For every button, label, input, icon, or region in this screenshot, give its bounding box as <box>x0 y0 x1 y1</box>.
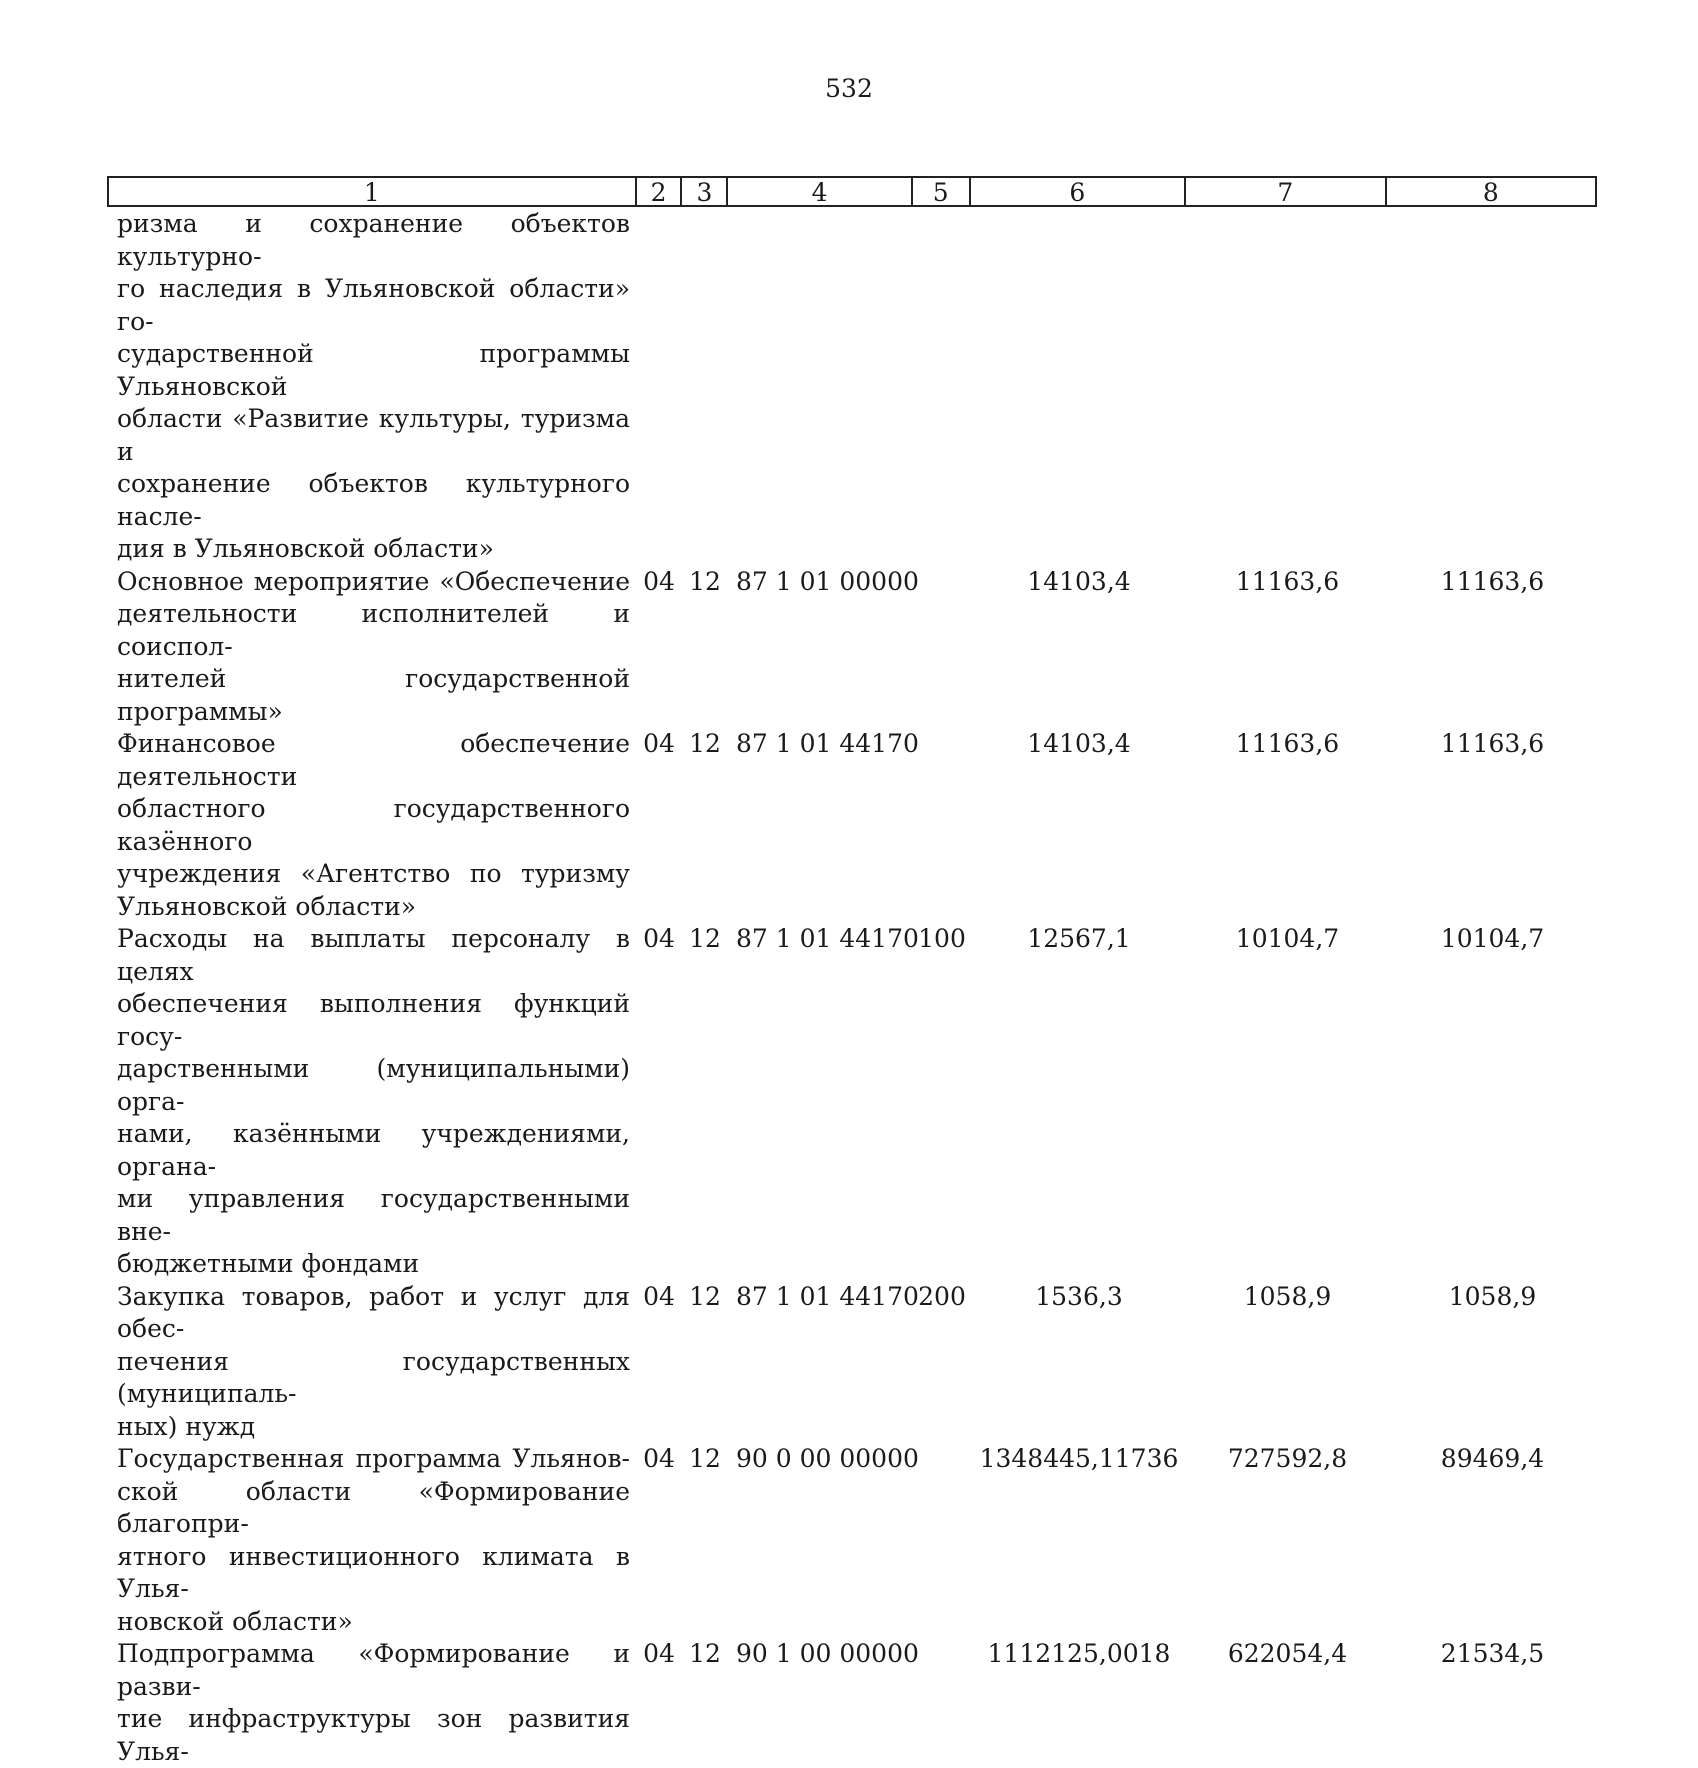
amount-year-2: 622054,4 <box>1227 1639 1348 1668</box>
amount-year-3: 1058,9 <box>1448 1281 1537 1311</box>
header-col-5: 5 <box>913 178 971 205</box>
description-line: обеспечения выполнения функций госу- <box>117 989 630 1051</box>
description-line: бюджетными фондами <box>117 1249 420 1278</box>
description-line: областного государственного казённого <box>117 794 630 856</box>
header-col-6: 6 <box>971 178 1186 205</box>
header-col-8: 8 <box>1482 178 1499 207</box>
row-description <box>107 1638 636 1768</box>
description-line: сударственной программы Ульяновской <box>117 339 630 401</box>
description-line: Подпрограмма «Формирование и разви- <box>117 1639 630 1701</box>
subsection-code: 12 <box>689 1639 721 1668</box>
target-article-code: 87 1 01 00000 <box>736 566 919 596</box>
description-line: деятельности исполнителей и соиспол- <box>117 599 630 661</box>
description-line: нителей государственной программы» <box>117 664 630 726</box>
row-description <box>107 1281 636 1444</box>
amount-year-2: 11163,6 <box>1235 729 1340 758</box>
description-line: новской области» <box>117 1606 353 1636</box>
amount-year-1: 12567,1 <box>1027 924 1131 953</box>
description-line: Основное мероприятие «Обеспечение <box>117 566 630 596</box>
target-article-code: 90 1 00 00000 <box>736 1639 919 1668</box>
section-code: 04 <box>643 1444 675 1473</box>
header-col-3: 3 <box>682 178 728 205</box>
amount-year-3: 10104,7 <box>1440 924 1545 953</box>
amount-year-1: 1112125,0018 <box>987 1639 1171 1668</box>
amount-year-1: 1536,3 <box>1035 1281 1123 1311</box>
section-code: 04 <box>643 1639 675 1668</box>
description-line: печения государственных (муниципаль- <box>117 1346 630 1408</box>
expense-type-code: 200 <box>918 1281 966 1311</box>
subsection-code: 12 <box>689 729 721 758</box>
description-line: Ульяновской области» <box>117 891 417 921</box>
table-row <box>107 1281 1597 1444</box>
description-line: ятного инвестиционного климата в Улья- <box>117 1541 630 1603</box>
page-number: 532 <box>825 74 873 103</box>
description-line: ных) нужд <box>117 1411 256 1441</box>
subsection-code: 12 <box>689 566 721 596</box>
section-code: 04 <box>643 729 675 758</box>
amount-year-2: 10104,7 <box>1235 924 1340 953</box>
subsection-code: 12 <box>689 924 721 953</box>
section-code: 04 <box>643 1281 675 1311</box>
amount-year-3: 11163,6 <box>1440 566 1545 596</box>
target-article-code: 90 0 00 00000 <box>736 1444 919 1473</box>
description-line: дия в Ульяновской области» <box>117 534 494 563</box>
row-description <box>107 1443 636 1638</box>
description-line: ской области «Формирование благопри- <box>117 1476 630 1538</box>
description-line: Расходы на выплаты персоналу в целях <box>117 924 630 986</box>
expense-type-code: 100 <box>918 924 966 953</box>
table-row <box>107 1638 1597 1768</box>
amount-year-2: 727592,8 <box>1227 1444 1348 1473</box>
target-article-code: 87 1 01 44170 <box>736 1281 919 1311</box>
target-article-code: 87 1 01 44170 <box>736 924 919 953</box>
description-line: учреждения «Агентство по туризму <box>117 859 630 888</box>
table-body <box>107 208 1597 1768</box>
description-line: ризма и сохранение объектов культурно- <box>117 209 630 271</box>
table-row <box>107 1443 1597 1638</box>
table-row <box>107 728 1597 923</box>
description-line: сохранение объектов культурного насле- <box>117 469 630 531</box>
subsection-code: 12 <box>689 1281 721 1311</box>
description-line: го наследия в Ульяновской области» го- <box>117 274 630 336</box>
description-line: нами, казёнными учреждениями, органа- <box>117 1119 630 1181</box>
description-line: ми управления государственными вне- <box>117 1184 630 1246</box>
amount-year-2: 11163,6 <box>1235 566 1340 596</box>
description-line: Государственная программа Ульянов- <box>117 1444 630 1473</box>
amount-year-3: 21534,5 <box>1440 1639 1545 1668</box>
amount-year-1: 14103,4 <box>1027 729 1131 758</box>
row-description <box>107 728 636 923</box>
description-line: тие инфраструктуры зон развития Улья- <box>117 1704 630 1766</box>
description-line: области «Развитие культуры, туризма и <box>117 404 630 466</box>
description-line: Финансовое обеспечение деятельности <box>117 729 630 791</box>
section-code: 04 <box>643 566 675 596</box>
amount-year-1: 14103,4 <box>1027 566 1131 596</box>
row-description <box>107 208 636 566</box>
description-line: дарственными (муниципальными) орга- <box>117 1054 630 1116</box>
amount-year-1: 1348445,11736 <box>979 1444 1179 1473</box>
amount-year-3: 89469,4 <box>1440 1444 1545 1473</box>
table-header <box>107 176 1597 207</box>
amount-year-2: 1058,9 <box>1243 1281 1332 1311</box>
header-col-7: 7 <box>1186 178 1386 205</box>
table-row <box>107 566 1597 729</box>
row-description <box>107 566 636 729</box>
section-code: 04 <box>643 924 675 953</box>
header-col-2: 2 <box>637 178 683 205</box>
header-col-4: 4 <box>728 178 913 205</box>
target-article-code: 87 1 01 44170 <box>736 729 919 758</box>
row-description <box>107 923 636 1281</box>
subsection-code: 12 <box>689 1444 721 1473</box>
header-col-1: 1 <box>109 178 637 205</box>
table-row <box>107 208 1597 566</box>
table-row <box>107 923 1597 1281</box>
amount-year-3: 11163,6 <box>1440 729 1545 758</box>
description-line: Закупка товаров, работ и услуг для обес- <box>117 1281 630 1343</box>
